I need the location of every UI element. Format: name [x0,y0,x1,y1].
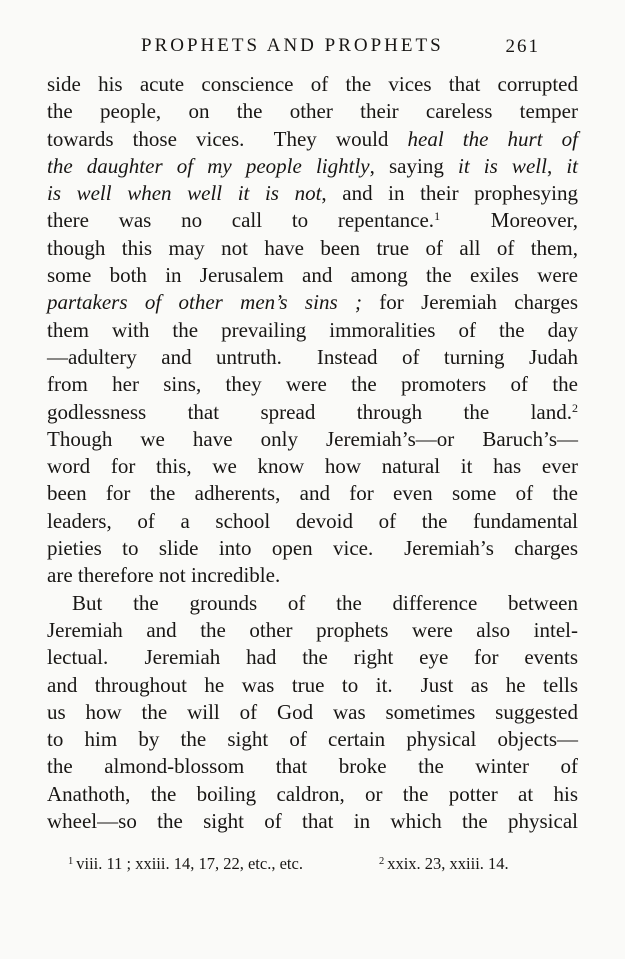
text-line [47,590,578,617]
text-line [47,508,578,535]
body-text: there was no call to repentance. [47,208,435,233]
text-line [47,71,578,98]
body-text: —adultery and untruth. Instead of turning Judah [47,344,578,369]
text-line [47,98,578,125]
header-title: PROPHETS AND PROPHETS [141,35,444,56]
body-text: the almond-blossom that broke the winter of [47,754,578,779]
body-text: from her sins, they were the promoters of the [47,372,578,397]
body-text: lectual. Jeremiah had the right eye for events [47,645,578,670]
body-text: some both in Jerusalem and among the exiles were [47,263,578,288]
body-text: , and in their prophesying [321,181,578,206]
footnote [68,854,303,874]
text-line [47,426,578,453]
italic-text: it is well [457,153,547,178]
body-text: towards those vices. They would [47,126,408,151]
body-text: to him by the sight of certain physical objects— [47,727,578,752]
text-line [47,153,578,180]
paragraph [47,71,578,590]
footnote-text: viii. 11 ; xxiii. 14, 17, 22, etc., etc. [76,854,303,873]
text-line [47,344,578,371]
page-body [47,71,578,835]
body-text: and throughout he was true to it. Just as he tells [47,672,578,697]
body-text: Moreover, [440,208,578,233]
body-text: godlessness that spread through the land. [47,399,572,424]
body-text: pieties to slide into open vice. Jeremiah’s charges [47,536,578,561]
body-text: though this may not have been true of all of them, [47,235,578,260]
body-text: But the grounds of the difference between [72,590,578,615]
text-line [47,781,578,808]
text-line [47,480,578,507]
italic-text: is well when well it is not [47,181,322,206]
body-text: , [546,153,567,178]
body-text: word for this, we know how natural it has ever [47,454,578,479]
text-line [47,317,578,344]
text-line [47,180,578,207]
footnote-text: xxix. 23, xxiii. 14. [387,854,509,873]
text-line [47,753,578,780]
text-line [47,262,578,289]
body-text: side his acute conscience of the vices that corrupted [47,72,578,96]
footnote-marker: 1 [68,856,74,867]
text-line [47,808,578,835]
paragraph [47,590,578,836]
body-text: for Jeremiah charges [361,290,578,315]
text-line [47,644,578,671]
body-text: Jeremiah and the other prophets were also intel- [47,617,578,642]
text-line [47,726,578,753]
body-text: Though we have only Jeremiah’s—or Baruch’s— [47,426,578,451]
body-text: leaders, of a school devoid of the fundamental [47,508,578,533]
body-text: , saying [369,153,458,178]
footnote-marker: 2 [378,856,385,867]
text-line [47,289,578,316]
footnote-ref: 1 [434,209,441,224]
italic-text: the daughter of my people lightly [47,153,370,178]
body-text: wheel—so the sight of that in which the physical [47,809,578,834]
text-line [47,371,578,398]
body-text: been for the adherents, and for even some of the [47,481,578,506]
footnote [379,854,509,874]
italic-text: partakers of other men’s sins ; [47,290,362,315]
body-text: the people, on the other their careless temper [47,99,578,124]
running-header [47,35,578,61]
body-text: Anathoth, the boiling caldron, or the potter at his [47,781,578,806]
body-text: us how the will of God was sometimes suggested [47,699,578,724]
text-line [47,399,578,426]
text-line [47,562,578,589]
text-line [47,207,578,234]
text-line [47,699,578,726]
text-line [47,453,578,480]
text-line [47,617,578,644]
text-line [47,235,578,262]
footnote-ref: 2 [572,400,578,415]
italic-text: it [566,153,578,178]
text-line [47,672,578,699]
body-text: them with the prevailing immoralities of the day [47,317,578,342]
text-line [47,535,578,562]
body-text: are therefore not incredible. [47,563,281,588]
footnotes [47,854,578,874]
page-number: 261 [505,36,540,57]
text-line [47,126,578,153]
italic-text: heal the hurt of [407,126,579,151]
